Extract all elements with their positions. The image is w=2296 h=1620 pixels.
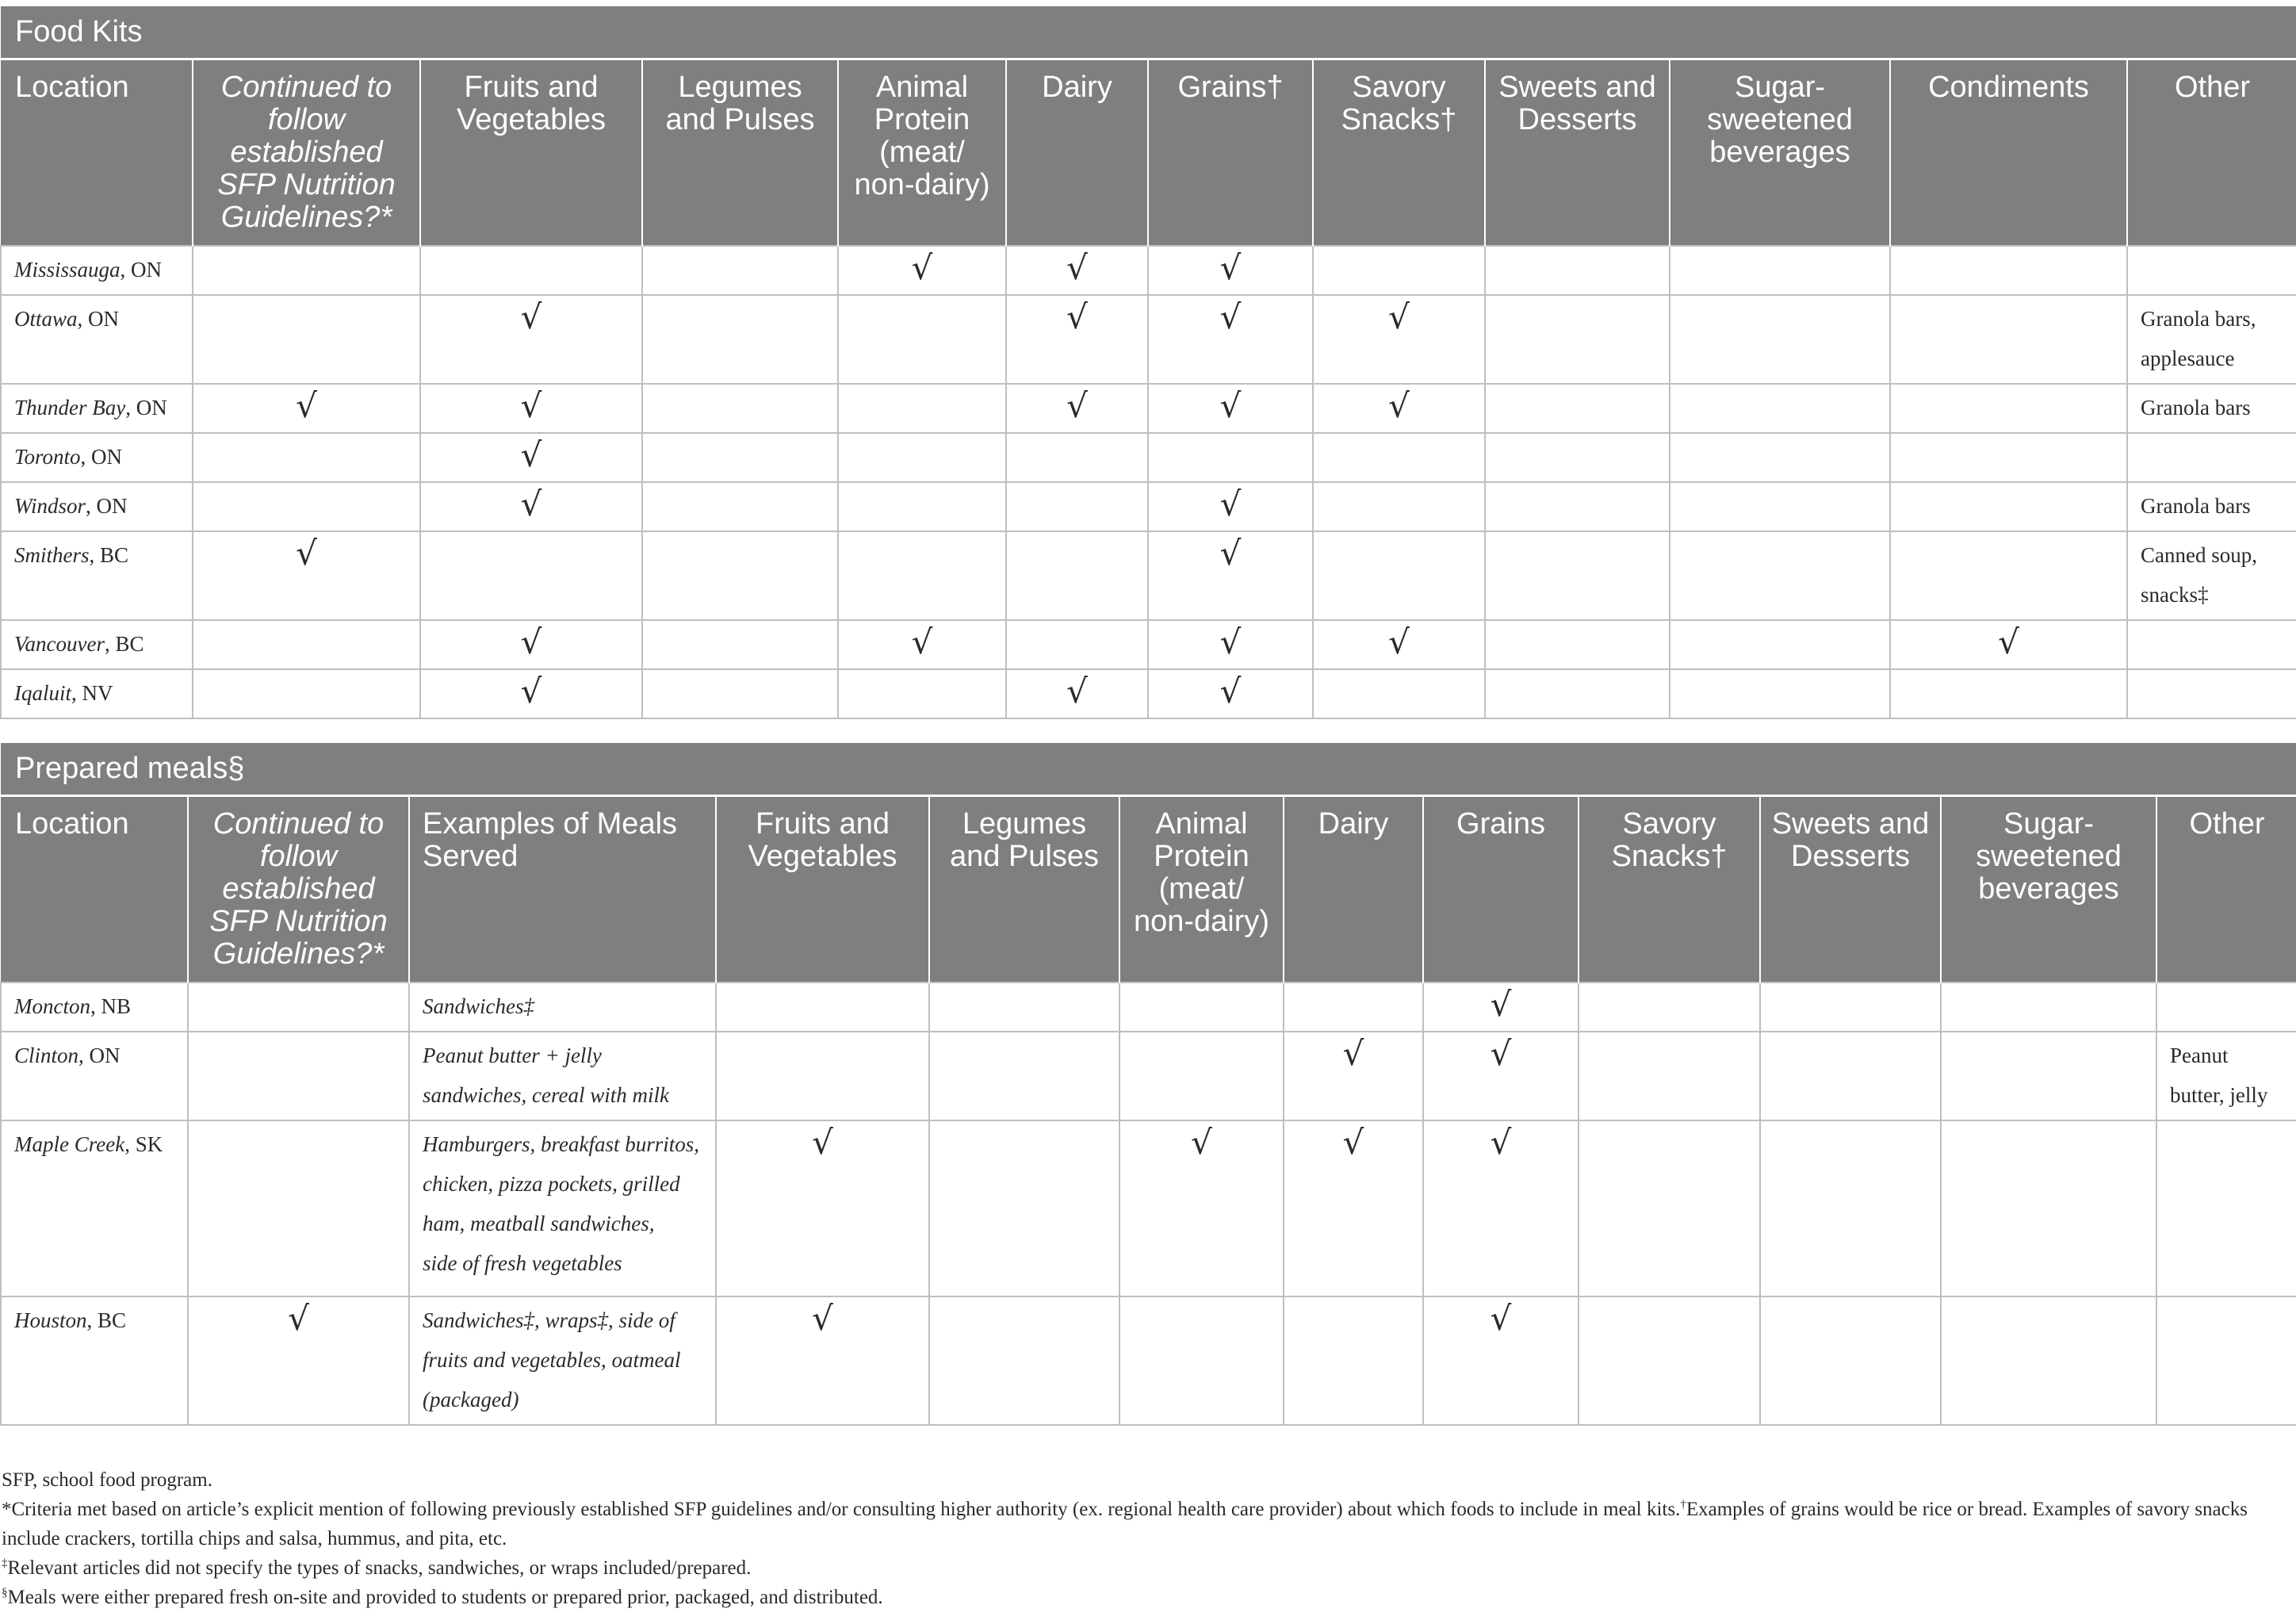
table-row bbox=[1, 1032, 2296, 1120]
check-icon: √ bbox=[1219, 297, 1242, 336]
check-mark-cell bbox=[1006, 669, 1148, 718]
other-cell bbox=[2127, 433, 2296, 482]
col-header-dairy: Dairy bbox=[1284, 795, 1423, 982]
col-header-legumes-pulses: Legumes and Pulses bbox=[929, 795, 1119, 982]
check-icon: √ bbox=[1219, 534, 1242, 573]
footnote-star-dagger bbox=[2, 1495, 2282, 1553]
check-mark-cell bbox=[1423, 982, 1578, 1032]
check-mark-cell bbox=[1313, 295, 1485, 384]
col-header-animal-protein: Animal Protein (meat/ non-dairy) bbox=[838, 59, 1006, 246]
check-icon: √ bbox=[520, 672, 542, 710]
check-icon: √ bbox=[911, 248, 933, 287]
check-icon: √ bbox=[911, 622, 933, 661]
location-city: Clinton bbox=[14, 1044, 79, 1067]
other-cell bbox=[2127, 620, 2296, 669]
meal-examples-cell bbox=[409, 982, 716, 1032]
empty-cell bbox=[1313, 246, 1485, 295]
empty-cell bbox=[188, 1032, 409, 1120]
empty-cell bbox=[716, 1032, 929, 1120]
check-mark-cell bbox=[1284, 1032, 1423, 1120]
location-cell bbox=[1, 482, 193, 531]
empty-cell bbox=[929, 1120, 1119, 1296]
empty-cell bbox=[716, 982, 929, 1032]
empty-cell bbox=[1941, 1296, 2156, 1425]
empty-cell bbox=[642, 482, 838, 531]
empty-cell bbox=[1578, 1120, 1760, 1296]
empty-cell bbox=[188, 1120, 409, 1296]
footnote-section-line bbox=[2, 1583, 2282, 1612]
meal-examples: Hamburgers, breakfast burritos, chicken, pizza pockets, grilled ham, meatball sandwiches, bbox=[423, 1132, 700, 1235]
food-kits-title: Food Kits bbox=[1, 6, 2296, 59]
footnote-ddagger-mark: ‡ bbox=[2, 1557, 8, 1570]
location-city: Toronto bbox=[14, 445, 81, 469]
check-icon: √ bbox=[1219, 622, 1242, 661]
empty-cell bbox=[1670, 531, 1890, 620]
other-cell bbox=[2156, 982, 2296, 1032]
empty-cell bbox=[1485, 384, 1670, 433]
location-cell bbox=[1, 384, 193, 433]
check-mark-cell bbox=[420, 295, 642, 384]
check-mark-cell bbox=[1006, 384, 1148, 433]
empty-cell bbox=[1890, 246, 2127, 295]
col-header-fruits-vegetables: Fruits and Vegetables bbox=[420, 59, 642, 246]
empty-cell bbox=[1890, 295, 2127, 384]
check-icon: √ bbox=[1490, 1123, 1512, 1162]
check-mark-cell bbox=[1423, 1032, 1578, 1120]
food-kits-header-row bbox=[1, 59, 2296, 246]
check-icon: √ bbox=[1066, 672, 1088, 710]
table-row bbox=[1, 295, 2296, 384]
empty-cell bbox=[193, 669, 420, 718]
check-mark-cell bbox=[188, 1296, 409, 1425]
check-mark-cell bbox=[1423, 1296, 1578, 1425]
empty-cell bbox=[420, 246, 642, 295]
empty-cell bbox=[1485, 531, 1670, 620]
check-icon: √ bbox=[812, 1123, 833, 1162]
empty-cell bbox=[1485, 669, 1670, 718]
check-mark-cell bbox=[1423, 1120, 1578, 1296]
check-icon: √ bbox=[1191, 1123, 1212, 1162]
empty-cell bbox=[1760, 1296, 1941, 1425]
empty-cell bbox=[838, 482, 1006, 531]
location-cell bbox=[1, 433, 193, 482]
empty-cell bbox=[1890, 433, 2127, 482]
empty-cell bbox=[193, 246, 420, 295]
footnote-ddagger: Relevant articles did not specify the types of snacks, sandwiches, or wraps included/prepared. bbox=[7, 1557, 752, 1579]
empty-cell bbox=[1760, 1120, 1941, 1296]
empty-cell bbox=[1313, 482, 1485, 531]
check-mark-cell bbox=[716, 1120, 929, 1296]
empty-cell bbox=[193, 620, 420, 669]
empty-cell bbox=[1670, 295, 1890, 384]
check-icon: √ bbox=[1342, 1123, 1364, 1162]
check-mark-cell bbox=[1148, 531, 1313, 620]
location-province: , NB bbox=[90, 994, 131, 1018]
meal-examples-cell bbox=[409, 1032, 716, 1120]
check-icon: √ bbox=[520, 622, 542, 661]
empty-cell bbox=[1941, 1120, 2156, 1296]
check-mark-cell bbox=[1148, 246, 1313, 295]
check-mark-cell bbox=[1284, 1120, 1423, 1296]
col-header-location: Location bbox=[1, 59, 193, 246]
col-header-examples: Examples of Meals Served bbox=[409, 795, 716, 982]
check-icon: √ bbox=[1066, 248, 1088, 287]
empty-cell bbox=[1760, 982, 1941, 1032]
check-icon: √ bbox=[1219, 248, 1242, 287]
location-cell bbox=[1, 982, 188, 1032]
empty-cell bbox=[1670, 433, 1890, 482]
location-city: Maple Creek bbox=[14, 1132, 125, 1156]
empty-cell bbox=[1578, 1296, 1760, 1425]
check-icon: √ bbox=[1066, 386, 1088, 425]
check-icon: √ bbox=[520, 297, 542, 336]
col-header-sugar-beverages: Sugar-sweetened beverages bbox=[1670, 59, 1890, 246]
check-mark-cell bbox=[1890, 620, 2127, 669]
location-city: Smithers bbox=[14, 543, 90, 567]
empty-cell bbox=[188, 982, 409, 1032]
check-mark-cell bbox=[1148, 384, 1313, 433]
location-province: , ON bbox=[86, 494, 128, 518]
location-province: , ON bbox=[125, 396, 167, 419]
check-mark-cell bbox=[838, 246, 1006, 295]
check-icon: √ bbox=[520, 484, 542, 523]
check-mark-cell bbox=[420, 669, 642, 718]
empty-cell bbox=[838, 295, 1006, 384]
empty-cell bbox=[838, 433, 1006, 482]
location-cell bbox=[1, 1120, 188, 1296]
empty-cell bbox=[1670, 620, 1890, 669]
check-mark-cell bbox=[193, 531, 420, 620]
empty-cell bbox=[1284, 1296, 1423, 1425]
empty-cell bbox=[838, 669, 1006, 718]
check-icon: √ bbox=[1219, 386, 1242, 425]
location-city: Vancouver bbox=[14, 632, 105, 656]
location-province: , NV bbox=[71, 681, 113, 705]
footnote-abbr: SFP, school food program. bbox=[2, 1469, 212, 1491]
check-mark-cell bbox=[1148, 669, 1313, 718]
table-row bbox=[1, 531, 2296, 620]
meal-examples-cell bbox=[409, 1120, 716, 1296]
location-province: , ON bbox=[78, 1044, 121, 1067]
check-mark-cell bbox=[1148, 482, 1313, 531]
location-cell bbox=[1, 1296, 188, 1425]
footnotes bbox=[0, 1465, 2282, 1612]
check-mark-cell bbox=[420, 433, 642, 482]
location-cell bbox=[1, 1032, 188, 1120]
footnote-dagger: Examples of grains would be rice or bread. Examples of savory snacks include crackers, tortilla chips and salsa, hummus, and pita, etc. bbox=[2, 1499, 2248, 1549]
check-mark-cell bbox=[716, 1296, 929, 1425]
check-mark-cell bbox=[1148, 620, 1313, 669]
empty-cell bbox=[1578, 1032, 1760, 1120]
check-icon: √ bbox=[1490, 1299, 1512, 1338]
empty-cell bbox=[1313, 669, 1485, 718]
col-header-legumes-pulses: Legumes and Pulses bbox=[642, 59, 838, 246]
check-icon: √ bbox=[520, 386, 542, 425]
check-icon: √ bbox=[1066, 297, 1088, 336]
location-city: Iqaluit bbox=[14, 681, 71, 705]
empty-cell bbox=[1313, 531, 1485, 620]
location-cell bbox=[1, 295, 193, 384]
empty-cell bbox=[929, 1296, 1119, 1425]
other-cell: Granola bars bbox=[2127, 482, 2296, 531]
empty-cell bbox=[1485, 295, 1670, 384]
other-cell: Granola bars, applesauce bbox=[2127, 295, 2296, 384]
other-cell: Canned soup, snacks‡ bbox=[2127, 531, 2296, 620]
check-icon: √ bbox=[1219, 484, 1242, 523]
table-row bbox=[1, 982, 2296, 1032]
check-icon: √ bbox=[296, 534, 317, 573]
col-header-sweets-desserts: Sweets and Desserts bbox=[1760, 795, 1941, 982]
location-city: Moncton bbox=[14, 994, 90, 1018]
footnote-section-mark: § bbox=[2, 1586, 8, 1599]
check-mark-cell bbox=[1313, 620, 1485, 669]
empty-cell bbox=[642, 620, 838, 669]
empty-cell bbox=[1119, 1296, 1284, 1425]
empty-cell bbox=[642, 531, 838, 620]
check-icon: √ bbox=[296, 386, 317, 425]
empty-cell bbox=[929, 982, 1119, 1032]
col-header-fruits-vegetables: Fruits and Vegetables bbox=[716, 795, 929, 982]
other-cell bbox=[2156, 1120, 2296, 1296]
col-header-savory-snacks: Savory Snacks† bbox=[1313, 59, 1485, 246]
col-header-other: Other bbox=[2127, 59, 2296, 246]
empty-cell bbox=[642, 384, 838, 433]
meal-examples-extra: side of fresh vegetables bbox=[423, 1251, 622, 1275]
table-row bbox=[1, 384, 2296, 433]
col-header-sugar-beverages: Sugar-sweetened beverages bbox=[1941, 795, 2156, 982]
empty-cell bbox=[1578, 982, 1760, 1032]
check-mark-cell bbox=[838, 620, 1006, 669]
location-cell bbox=[1, 620, 193, 669]
meal-examples: Peanut butter + jelly sandwiches, cereal with milk bbox=[423, 1044, 669, 1107]
empty-cell bbox=[193, 482, 420, 531]
footnote-dagger-mark: † bbox=[1680, 1498, 1686, 1511]
col-header-location: Location bbox=[1, 795, 188, 982]
location-province: , SK bbox=[124, 1132, 163, 1156]
empty-cell bbox=[1485, 482, 1670, 531]
location-cell bbox=[1, 246, 193, 295]
check-mark-cell bbox=[193, 384, 420, 433]
empty-cell bbox=[1941, 1032, 2156, 1120]
food-kits-table bbox=[0, 6, 2296, 719]
table-row bbox=[1, 620, 2296, 669]
table-row bbox=[1, 482, 2296, 531]
check-icon: √ bbox=[520, 435, 542, 474]
empty-cell bbox=[1284, 982, 1423, 1032]
check-mark-cell bbox=[1119, 1120, 1284, 1296]
check-icon: √ bbox=[288, 1299, 309, 1338]
empty-cell bbox=[1670, 246, 1890, 295]
location-city: Windsor bbox=[14, 494, 86, 518]
col-header-other: Other bbox=[2156, 795, 2296, 982]
other-cell: Peanut butter, jelly bbox=[2156, 1032, 2296, 1120]
other-cell bbox=[2127, 669, 2296, 718]
check-mark-cell bbox=[1006, 246, 1148, 295]
check-mark-cell bbox=[1313, 384, 1485, 433]
empty-cell bbox=[1890, 482, 2127, 531]
check-icon: √ bbox=[1388, 386, 1410, 425]
col-header-grains: Grains† bbox=[1148, 59, 1313, 246]
other-cell bbox=[2127, 246, 2296, 295]
empty-cell bbox=[1119, 1032, 1284, 1120]
table-row bbox=[1, 433, 2296, 482]
check-icon: √ bbox=[1388, 297, 1410, 336]
location-city: Houston bbox=[14, 1308, 87, 1332]
location-province: , ON bbox=[80, 445, 123, 469]
prepared-meals-title: Prepared meals§ bbox=[1, 743, 2296, 795]
empty-cell bbox=[1006, 433, 1148, 482]
table-row bbox=[1, 1120, 2296, 1296]
table-row bbox=[1, 246, 2296, 295]
footnote-section: Meals were either prepared fresh on-site and provided to students or prepared prior, packaged, and distributed. bbox=[7, 1587, 883, 1608]
location-city: Ottawa bbox=[14, 307, 78, 331]
empty-cell bbox=[1006, 482, 1148, 531]
location-city: Thunder Bay bbox=[14, 396, 126, 419]
location-province: , ON bbox=[120, 258, 163, 281]
empty-cell bbox=[1119, 982, 1284, 1032]
empty-cell bbox=[1485, 433, 1670, 482]
check-mark-cell bbox=[420, 482, 642, 531]
empty-cell bbox=[642, 246, 838, 295]
col-header-sweets-desserts: Sweets and Desserts bbox=[1485, 59, 1670, 246]
empty-cell bbox=[193, 295, 420, 384]
empty-cell bbox=[838, 531, 1006, 620]
empty-cell bbox=[1760, 1032, 1941, 1120]
check-icon: √ bbox=[1490, 985, 1512, 1024]
col-header-grains: Grains bbox=[1423, 795, 1578, 982]
empty-cell bbox=[1485, 620, 1670, 669]
col-header-guidelines: Continued to follow established SFP Nutrition Guidelines?* bbox=[188, 795, 409, 982]
prepared-meals-header-row bbox=[1, 795, 2296, 982]
check-icon: √ bbox=[812, 1299, 833, 1338]
prepared-meals-table bbox=[0, 743, 2296, 1426]
check-mark-cell bbox=[420, 384, 642, 433]
empty-cell bbox=[1148, 433, 1313, 482]
empty-cell bbox=[642, 295, 838, 384]
location-cell bbox=[1, 669, 193, 718]
empty-cell bbox=[1941, 982, 2156, 1032]
empty-cell bbox=[1670, 384, 1890, 433]
meal-examples: Sandwiches‡, wraps‡, side of fruits and vegetables, oatmeal (packaged) bbox=[423, 1308, 681, 1411]
check-mark-cell bbox=[420, 620, 642, 669]
check-icon: √ bbox=[1490, 1034, 1512, 1073]
col-header-savory-snacks: Savory Snacks† bbox=[1578, 795, 1760, 982]
col-header-guidelines: Continued to follow established SFP Nutrition Guidelines?* bbox=[193, 59, 420, 246]
empty-cell bbox=[929, 1032, 1119, 1120]
location-province: , ON bbox=[77, 307, 120, 331]
check-mark-cell bbox=[1006, 295, 1148, 384]
location-cell bbox=[1, 531, 193, 620]
col-header-animal-protein: Animal Protein (meat/ non-dairy) bbox=[1119, 795, 1284, 982]
col-header-condiments: Condiments bbox=[1890, 59, 2127, 246]
empty-cell bbox=[1006, 620, 1148, 669]
check-icon: √ bbox=[1388, 622, 1410, 661]
check-icon: √ bbox=[1342, 1034, 1364, 1073]
other-cell bbox=[2156, 1296, 2296, 1425]
empty-cell bbox=[1006, 531, 1148, 620]
empty-cell bbox=[1890, 669, 2127, 718]
location-province: , BC bbox=[86, 1308, 127, 1332]
empty-cell bbox=[1670, 669, 1890, 718]
check-icon: √ bbox=[1219, 672, 1242, 710]
empty-cell bbox=[1485, 246, 1670, 295]
table-row bbox=[1, 1296, 2296, 1425]
table-row bbox=[1, 669, 2296, 718]
location-city: Mississauga bbox=[14, 258, 121, 281]
footnote-ddagger-line bbox=[2, 1553, 2282, 1583]
empty-cell bbox=[838, 384, 1006, 433]
empty-cell bbox=[642, 669, 838, 718]
empty-cell bbox=[1890, 531, 2127, 620]
location-province: , BC bbox=[104, 632, 144, 656]
empty-cell bbox=[193, 433, 420, 482]
check-mark-cell bbox=[1148, 295, 1313, 384]
empty-cell bbox=[1313, 433, 1485, 482]
empty-cell bbox=[1890, 384, 2127, 433]
footnote-star: *Criteria met based on article’s explicit mention of following previously established SFP guidelines and/or consulting higher authority (ex. regional health care provider) about which foods to include in meal kits. bbox=[2, 1499, 1681, 1520]
other-cell: Granola bars bbox=[2127, 384, 2296, 433]
col-header-dairy: Dairy bbox=[1006, 59, 1148, 246]
meal-examples: Sandwiches‡ bbox=[423, 994, 534, 1018]
empty-cell bbox=[642, 433, 838, 482]
check-icon: √ bbox=[1998, 622, 2019, 661]
location-province: , BC bbox=[89, 543, 129, 567]
meal-examples-cell bbox=[409, 1296, 716, 1425]
empty-cell bbox=[420, 531, 642, 620]
empty-cell bbox=[1670, 482, 1890, 531]
